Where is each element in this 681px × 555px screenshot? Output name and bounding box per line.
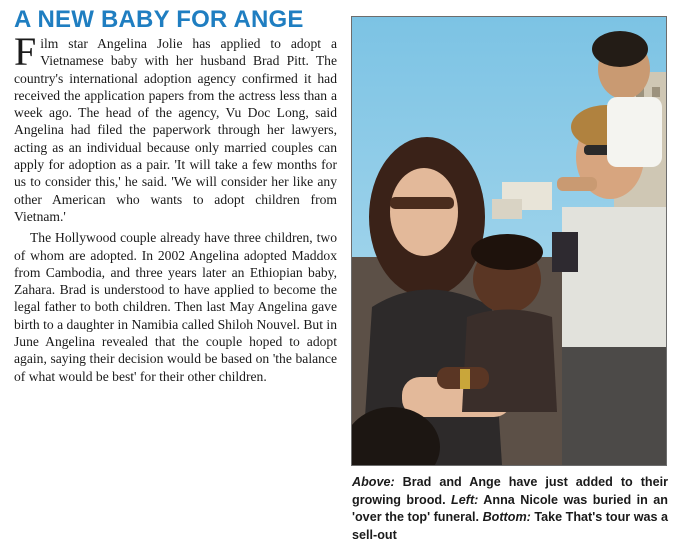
caption-text-above: Brad and Ange have just added to their growing brood.	[352, 475, 668, 507]
caption-text-bottom: Take That's tour was a sell-out	[352, 510, 669, 542]
drop-cap: F	[14, 29, 37, 74]
caption-label-left: Left:	[451, 492, 479, 507]
family-photo	[351, 16, 667, 466]
caption-label-above: Above:	[352, 475, 395, 489]
article-headline: A NEW BABY FOR ANGE	[14, 6, 304, 33]
article-paragraph-2: The Hollywood couple already have three children, two of whom are adopted. In 2002 Angelina adopted Maddox from Cambodia, and three years later an Ethiopian baby, Zahara. Brad is understood to have applied to become the legal father to both children. Then last May Angelina gave birth to a daughter in Namibia called Shiloh Nouvel. But in June Angelina revealed that the couple hoped to adopt again, saying their decision would be based on 'the balance of what would be best' for their other children.	[14, 230, 337, 384]
caption-text-left: Anna Nicole was buried in an 'over the top' funeral.	[352, 492, 669, 524]
paragraph-1-text: ilm star Angelina Jolie has applied to adopt a Vietnamese baby with her husband Brad Pitt. The country's international adoption agency confirmed it had received the application papers from the actress less than a week ago. The head of the agency, Vu Doc Long, said Angelina had filed the paperwork through her lawyers, acting as an individual because only married couples can apply for adoption as a pair. 'It will take a few months for us to consider this,' he said. 'We will consider her like any other American who wants to adopt children from Vietnam.'	[14, 36, 337, 224]
article-paragraph-1	[14, 29, 337, 225]
photo-caption	[352, 474, 668, 544]
caption-label-bottom: Bottom:	[482, 510, 531, 524]
article-body	[14, 29, 337, 385]
